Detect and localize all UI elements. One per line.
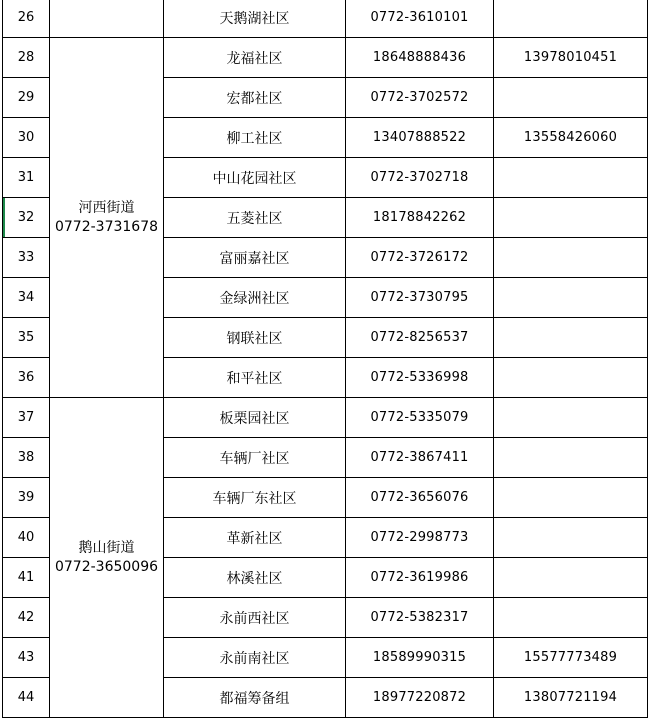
row-number[interactable]: 31 — [3, 158, 50, 198]
row-number[interactable]: 41 — [3, 558, 50, 598]
community-name[interactable]: 龙福社区 — [164, 38, 346, 78]
landline-phone[interactable]: 0772-3726172 — [346, 238, 494, 278]
landline-phone[interactable]: 18648888436 — [346, 38, 494, 78]
row-number[interactable]: 28 — [3, 38, 50, 78]
table-row — [3, 0, 648, 38]
community-name[interactable]: 和平社区 — [164, 358, 346, 398]
row-number[interactable]: 39 — [3, 478, 50, 518]
row-number[interactable]: 38 — [3, 438, 50, 478]
community-name[interactable]: 天鹅湖社区 — [164, 0, 346, 38]
mobile-phone[interactable]: 13978010451 — [494, 38, 648, 78]
row-number[interactable]: 30 — [3, 118, 50, 158]
mobile-phone[interactable]: 13558426060 — [494, 118, 648, 158]
mobile-phone[interactable] — [494, 598, 648, 638]
mobile-phone[interactable] — [494, 278, 648, 318]
row-number[interactable]: 36 — [3, 358, 50, 398]
landline-phone[interactable]: 0772-3619986 — [346, 558, 494, 598]
landline-phone[interactable]: 13407888522 — [346, 118, 494, 158]
community-name[interactable]: 林溪社区 — [164, 558, 346, 598]
street-phone: 0772-3650096 — [54, 558, 159, 575]
landline-phone[interactable]: 0772-5335079 — [346, 398, 494, 438]
street-cell-eshan[interactable] — [50, 398, 164, 718]
landline-phone[interactable]: 18977220872 — [346, 678, 494, 718]
street-phone: 0772-3731678 — [54, 218, 159, 235]
row-number[interactable]: 26 — [3, 0, 50, 38]
landline-phone[interactable]: 0772-3656076 — [346, 478, 494, 518]
mobile-phone[interactable] — [494, 478, 648, 518]
row-number[interactable]: 29 — [3, 78, 50, 118]
mobile-phone[interactable] — [494, 158, 648, 198]
landline-phone[interactable]: 18178842262 — [346, 198, 494, 238]
mobile-phone[interactable] — [494, 78, 648, 118]
mobile-phone[interactable] — [494, 518, 648, 558]
mobile-phone[interactable] — [494, 398, 648, 438]
row-number[interactable]: 34 — [3, 278, 50, 318]
row-number[interactable]: 43 — [3, 638, 50, 678]
landline-phone[interactable]: 0772-5382317 — [346, 598, 494, 638]
landline-phone[interactable]: 0772-3610101 — [346, 0, 494, 38]
street-name: 河西街道 — [78, 199, 135, 216]
landline-phone[interactable]: 0772-3702572 — [346, 78, 494, 118]
community-name[interactable]: 柳工社区 — [164, 118, 346, 158]
row-number[interactable]: 33 — [3, 238, 50, 278]
community-name[interactable]: 金绿洲社区 — [164, 278, 346, 318]
landline-phone[interactable]: 0772-2998773 — [346, 518, 494, 558]
landline-phone[interactable]: 18589990315 — [346, 638, 494, 678]
street-cell-hexi[interactable] — [50, 38, 164, 398]
table-row — [3, 398, 648, 438]
community-contact-table — [2, 0, 648, 718]
mobile-phone[interactable]: 13807721194 — [494, 678, 648, 718]
street-name: 鹅山街道 — [78, 539, 135, 556]
community-name[interactable]: 车辆厂社区 — [164, 438, 346, 478]
row-number[interactable]: 35 — [3, 318, 50, 358]
row-number[interactable]: 40 — [3, 518, 50, 558]
row-number[interactable]: 37 — [3, 398, 50, 438]
mobile-phone[interactable] — [494, 198, 648, 238]
community-name[interactable]: 永前南社区 — [164, 638, 346, 678]
mobile-phone[interactable] — [494, 358, 648, 398]
mobile-phone[interactable] — [494, 0, 648, 38]
community-name[interactable]: 车辆厂东社区 — [164, 478, 346, 518]
community-name[interactable]: 钢联社区 — [164, 318, 346, 358]
row-number[interactable]: 32 — [3, 198, 50, 238]
mobile-phone[interactable]: 15577773489 — [494, 638, 648, 678]
table-row — [3, 38, 648, 78]
community-name[interactable]: 革新社区 — [164, 518, 346, 558]
community-name[interactable]: 宏都社区 — [164, 78, 346, 118]
landline-phone[interactable]: 0772-8256537 — [346, 318, 494, 358]
mobile-phone[interactable] — [494, 318, 648, 358]
row-number[interactable]: 42 — [3, 598, 50, 638]
landline-phone[interactable]: 0772-3702718 — [346, 158, 494, 198]
community-name[interactable]: 板栗园社区 — [164, 398, 346, 438]
mobile-phone[interactable] — [494, 438, 648, 478]
landline-phone[interactable]: 0772-3867411 — [346, 438, 494, 478]
community-name[interactable]: 都福筹备组 — [164, 678, 346, 718]
mobile-phone[interactable] — [494, 558, 648, 598]
landline-phone[interactable]: 0772-3730795 — [346, 278, 494, 318]
street-cell-empty[interactable] — [50, 0, 164, 38]
mobile-phone[interactable] — [494, 238, 648, 278]
community-name[interactable]: 永前西社区 — [164, 598, 346, 638]
row-number[interactable]: 44 — [3, 678, 50, 718]
community-name[interactable]: 富丽嘉社区 — [164, 238, 346, 278]
landline-phone[interactable]: 0772-5336998 — [346, 358, 494, 398]
community-name[interactable]: 五菱社区 — [164, 198, 346, 238]
community-name[interactable]: 中山花园社区 — [164, 158, 346, 198]
